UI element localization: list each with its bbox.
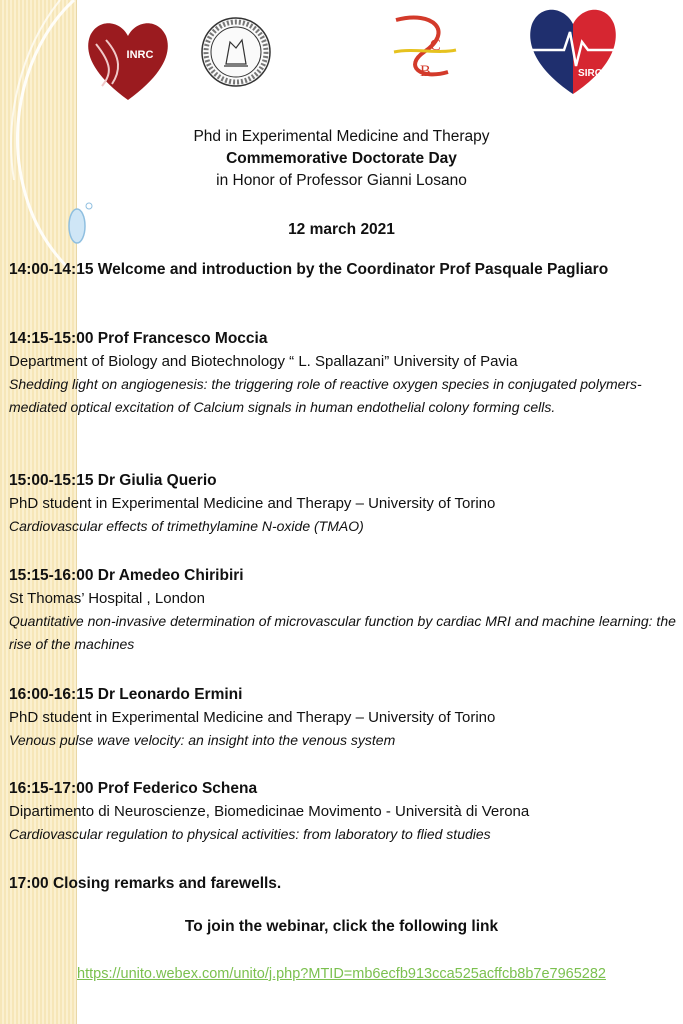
session-heading: 15:00-15:15 Dr Giulia Querio — [9, 472, 217, 489]
session-chiribiri — [9, 564, 679, 656]
university-torino-seal — [198, 14, 274, 90]
session-closing — [9, 872, 679, 895]
svg-text:C: C — [430, 37, 441, 54]
session-moccia — [9, 327, 679, 419]
webinar-link[interactable]: https://unito.webex.com/unito/j.php?MTID=mb6ecfb913cca525acffcb8b7e7965282 — [77, 966, 606, 982]
session-affiliation: St Thomas’ Hospital , London — [9, 590, 205, 607]
session-affiliation: PhD student in Experimental Medicine and Therapy – University of Torino — [9, 495, 496, 512]
session-heading: 14:15-15:00 Prof Francesco Moccia — [9, 330, 268, 347]
session-heading: 17:00 Closing remarks and farewells. — [9, 875, 282, 892]
session-affiliation: Dipartimento di Neuroscienze, Biomedicinae Movimento - Università di Verona — [9, 803, 530, 820]
session-heading: 16:15-17:00 Prof Federico Schena — [9, 780, 258, 797]
document-header — [0, 126, 683, 192]
program-name: Phd in Experimental Medicine and Therapy — [193, 128, 490, 145]
session-ermini — [9, 683, 679, 752]
session-querio — [9, 469, 679, 538]
svg-text:B: B — [420, 63, 431, 80]
session-talk-title: Quantitative non-invasive determination of microvascular function by cardiac MRI and machine learning: the rise of the machines — [9, 613, 676, 652]
session-schena — [9, 777, 679, 846]
session-talk-title: Shedding light on angiogenesis: the triggering role of reactive oxygen species in conjugated polymers-mediated optical excitation of Calcium signals in human endothelial colony forming cells. — [9, 376, 642, 415]
session-affiliation: Department of Biology and Biotechnology “ L. Spallazani” University of Pavia — [9, 353, 518, 370]
decorative-bubble-small — [86, 203, 92, 209]
session-heading: 16:00-16:15 Dr Leonardo Ermini — [9, 686, 243, 703]
session-heading: 15:15-16:00 Dr Amedeo Chiribiri — [9, 567, 244, 584]
session-heading: 14:00-14:15 Welcome and introduction by the Coordinator Prof Pasquale Pagliaro — [9, 261, 609, 278]
event-subtitle: in Honor of Professor Gianni Losano — [216, 172, 467, 189]
session-welcome — [9, 258, 679, 281]
session-talk-title: Venous pulse wave velocity: an insight into the venous system — [9, 732, 396, 748]
inrc-logo-text: INRC — [126, 49, 154, 61]
join-webinar-text: To join the webinar, click the following link — [184, 918, 499, 935]
dscb-logo — [384, 8, 464, 88]
session-affiliation: PhD student in Experimental Medicine and Therapy – University of Torino — [9, 709, 496, 726]
session-talk-title: Cardiovascular effects of trimethylamine N-oxide (TMAO) — [9, 518, 364, 534]
session-talk-title: Cardiovascular regulation to physical activities: from laboratory to flied studies — [9, 826, 491, 842]
event-date: 12 march 2021 — [288, 221, 395, 238]
event-title: Commemorative Doctorate Day — [226, 150, 457, 167]
sirc-logo-text: SIRC — [578, 68, 602, 79]
inrc-logo — [82, 14, 174, 106]
sirc-logo — [524, 2, 622, 98]
